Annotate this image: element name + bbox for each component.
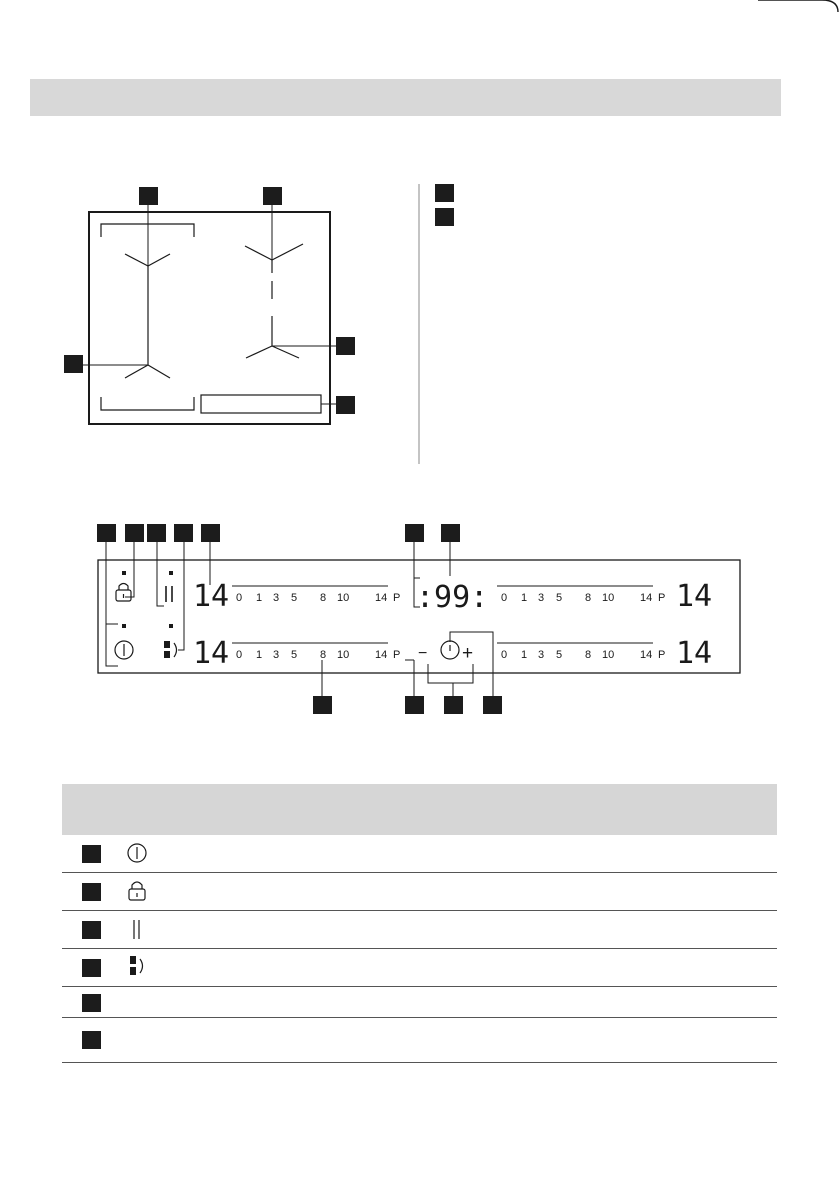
svg-text:1: 1 — [256, 592, 263, 604]
row-marker — [82, 883, 101, 901]
display-bottom-right: 14 — [676, 636, 713, 671]
minus-sign: − — [418, 645, 428, 662]
row-marker — [82, 959, 101, 977]
svg-text:0: 0 — [236, 649, 243, 661]
row-marker — [82, 845, 101, 863]
pause-icon — [126, 917, 152, 943]
bridge-icon — [126, 954, 152, 980]
svg-text:3: 3 — [538, 649, 545, 661]
svg-text:14: 14 — [640, 592, 653, 604]
svg-text:1: 1 — [256, 649, 263, 661]
svg-text:10: 10 — [602, 592, 615, 604]
scale-top-left — [236, 592, 400, 604]
table-row — [62, 949, 777, 987]
svg-text:8: 8 — [585, 592, 592, 604]
row-marker — [82, 994, 101, 1012]
svg-text:8: 8 — [320, 649, 327, 661]
svg-text:P: P — [658, 649, 666, 661]
svg-text:P: P — [393, 592, 401, 604]
display-top-left: 14 — [193, 579, 230, 614]
svg-text:8: 8 — [320, 592, 327, 604]
scale-top-right — [501, 592, 665, 604]
svg-text:P: P — [658, 592, 666, 604]
svg-text:10: 10 — [602, 649, 615, 661]
table-row — [62, 1018, 777, 1063]
scale-bottom-left — [236, 649, 400, 661]
svg-text:0: 0 — [501, 592, 508, 604]
svg-text:0: 0 — [236, 592, 243, 604]
table-row — [62, 911, 777, 949]
table-row — [62, 835, 777, 873]
timer-display: :99: — [416, 580, 489, 615]
svg-text:5: 5 — [556, 592, 563, 604]
row-marker — [82, 921, 101, 939]
table-header — [62, 784, 777, 835]
svg-text:14: 14 — [640, 649, 653, 661]
table-row — [62, 987, 777, 1018]
svg-text:3: 3 — [273, 649, 280, 661]
svg-text:5: 5 — [556, 649, 563, 661]
svg-text:P: P — [393, 649, 401, 661]
svg-text:5: 5 — [291, 592, 298, 604]
display-top-right: 14 — [676, 579, 713, 614]
svg-text:8: 8 — [585, 649, 592, 661]
scale-bottom-right — [501, 649, 665, 661]
lock-icon — [126, 879, 152, 905]
svg-text:1: 1 — [521, 649, 528, 661]
svg-text:1: 1 — [521, 592, 528, 604]
svg-text:10: 10 — [337, 592, 350, 604]
display-bottom-left: 14 — [193, 636, 230, 671]
svg-text:5: 5 — [291, 649, 298, 661]
table-row — [62, 873, 777, 911]
svg-text:10: 10 — [337, 649, 350, 661]
svg-text:3: 3 — [273, 592, 280, 604]
plus-sign: + — [462, 643, 474, 664]
power-icon — [126, 841, 152, 867]
svg-text:14: 14 — [375, 649, 388, 661]
svg-text:3: 3 — [538, 592, 545, 604]
svg-text:0: 0 — [501, 649, 508, 661]
row-marker — [82, 1031, 101, 1049]
svg-text:14: 14 — [375, 592, 388, 604]
